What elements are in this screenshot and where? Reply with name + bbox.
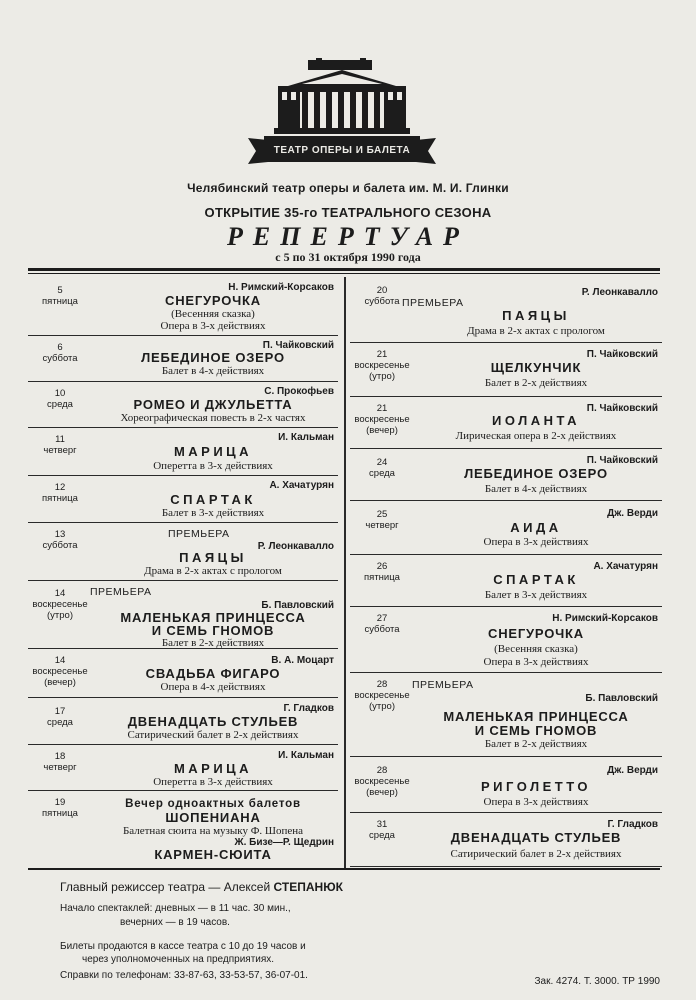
entry-description: Балет в 2-х действиях <box>484 377 588 389</box>
schedule-entry <box>28 649 338 698</box>
premiere-label: ПРЕМЬЕРА <box>168 528 230 540</box>
entry-description: Драма в 2-х актах с прологом <box>467 325 605 337</box>
entry-date <box>350 457 414 479</box>
schedule-entry <box>28 476 338 523</box>
show-times-evening: вечерних — в 19 часов. <box>120 917 230 928</box>
entry-weekday-time: (вечер) <box>44 677 76 688</box>
emblem-text: ТЕАТР ОПЕРЫ И БАЛЕТА <box>273 145 411 156</box>
premiere-label: ПРЕМЬЕРА <box>412 679 474 691</box>
entry-date <box>28 588 92 621</box>
entry-description: Балет в 3-х действиях <box>484 589 588 601</box>
entry-weekday: четверг <box>365 520 399 531</box>
entry-description: Балетная сюита на музыку Ф. Шопена <box>122 825 304 837</box>
entry-title: ИОЛАНТА <box>491 413 581 428</box>
show-times <box>60 902 291 930</box>
entry-weekday: воскресенье <box>32 666 88 677</box>
entry-title: ПАЯЦЫ <box>179 550 247 565</box>
entry-day: 17 <box>54 706 66 717</box>
entry-date <box>28 342 92 364</box>
entry-description: Сатирический балет в 2-х действиях <box>127 729 299 741</box>
entry-description: Балет в 4-х действиях <box>161 365 265 377</box>
entry-title: ЩЕЛКУНЧИК <box>490 360 582 375</box>
entry-date <box>28 388 92 410</box>
entry-title: МАЛЕНЬКАЯ ПРИНЦЕССА <box>120 610 306 625</box>
entry-day: 26 <box>376 561 388 572</box>
entry-day: 14 <box>54 588 66 599</box>
entry-composer: Б. Павловский <box>261 600 334 611</box>
entry-day: 25 <box>376 509 388 520</box>
entry-composer: И. Кальман <box>278 432 334 443</box>
entry-date <box>28 482 92 504</box>
entry-weekday: суббота <box>42 540 78 551</box>
entry-composer: П. Чайковский <box>262 340 334 351</box>
entry-weekday: среда <box>369 468 395 479</box>
entry-description: Опера в 3-х действиях <box>483 536 589 548</box>
phone-numbers: Справки по телефонам: 33-87-63, 33-53-57, 36-07-01. <box>60 970 308 981</box>
entry-title: СВАДЬБА ФИГАРО <box>145 666 281 681</box>
entry-title-line2: И СЕМЬ ГНОМОВ <box>151 623 275 638</box>
entry-composer: А. Хачатурян <box>593 561 658 572</box>
schedule-entry <box>350 397 662 449</box>
premiere-label: ПРЕМЬЕРА <box>402 297 464 309</box>
entry-day: 12 <box>54 482 66 493</box>
entry-description: Опера в 3-х действиях <box>160 320 266 332</box>
entry-weekday: воскресенье <box>354 414 410 425</box>
entry-description: Опера в 4-х действиях <box>160 681 266 693</box>
entry-weekday: суббота <box>364 624 400 635</box>
show-times-day: Начало спектаклей: дневных — в 11 час. 30 мин., <box>60 903 291 914</box>
entry-composer: Б. Павловский <box>585 693 658 704</box>
entry-date <box>350 765 414 798</box>
entry-composer: П. Чайковский <box>586 403 658 414</box>
entry-weekday: пятница <box>42 296 78 307</box>
entry-composer: И. Кальман <box>278 750 334 761</box>
ticket-info-line2: через уполномоченных на предприятиях. <box>82 954 275 965</box>
schedule-entry <box>350 673 662 757</box>
schedule-entry <box>28 277 338 336</box>
entry-title: СНЕГУРОЧКА <box>488 626 584 641</box>
schedule-entry <box>28 698 338 745</box>
entry-title: ПАЯЦЫ <box>502 308 570 323</box>
schedule-entry <box>350 343 662 397</box>
entry-weekday: четверг <box>43 762 77 773</box>
entry-title-line2: И СЕМЬ ГНОМОВ <box>474 723 598 738</box>
entry-day: 18 <box>54 751 66 762</box>
entry-weekday: воскресенье <box>354 776 410 787</box>
entry-composer: В. А. Моцарт <box>271 655 334 666</box>
entry-description: Балет в 3-х действиях <box>161 507 265 519</box>
page-title: РЕПЕРТУАР <box>227 222 469 251</box>
entry-composer: Ж. Бизе—Р. Щедрин <box>234 837 334 848</box>
entry-weekday: суббота <box>364 296 400 307</box>
schedule-entry <box>28 581 338 649</box>
director-label: Главный режиссер театра — Алексей <box>60 880 274 894</box>
entry-date <box>28 706 92 728</box>
entry-description: Опера в 3-х действиях <box>483 796 589 808</box>
entry-weekday: среда <box>47 399 73 410</box>
entry-date <box>28 797 92 819</box>
entry-date <box>28 751 92 773</box>
entry-day: 27 <box>376 613 388 624</box>
entry-weekday: воскресенье <box>354 360 410 371</box>
season-heading: ОТКРЫТИЕ 35-го ТЕАТРАЛЬНОГО СЕЗОНА <box>204 205 492 220</box>
entry-description: Балет в 2-х действиях <box>161 637 265 649</box>
entry-description: Сатирический балет в 2-х действиях <box>450 848 622 860</box>
entry-date <box>28 434 92 456</box>
entry-title: РИГОЛЕТТО <box>481 779 591 794</box>
theater-name: Челябинский театр оперы и балета им. М. И. Глинки <box>187 181 509 195</box>
entry-date <box>350 613 414 635</box>
chief-director-line <box>60 880 343 894</box>
entry-date <box>350 679 414 712</box>
entry-title: СПАРТАК <box>493 572 579 587</box>
entry-composer: Дж. Верди <box>607 508 658 519</box>
entry-weekday: воскресенье <box>32 599 88 610</box>
entry-description: Опера в 3-х действиях <box>483 656 589 668</box>
top-divider-thin <box>28 273 660 274</box>
top-divider <box>28 268 660 271</box>
entry-date <box>28 285 92 307</box>
entry-title: ДВЕНАДЦАТЬ СТУЛЬЕВ <box>127 714 299 729</box>
entry-day: 28 <box>376 679 388 690</box>
entry-composer: Р. Леонкавалло <box>257 541 334 552</box>
entry-date <box>350 819 414 841</box>
entry-date <box>28 655 92 688</box>
entry-description: Драма в 2-х актах с прологом <box>144 565 282 577</box>
entry-description: Оперетта в 3-х действиях <box>153 460 273 472</box>
entry-title: ДВЕНАДЦАТЬ СТУЛЬЕВ <box>450 830 622 845</box>
entry-weekday: воскресенье <box>354 690 410 701</box>
schedule-entry <box>28 382 338 428</box>
print-info: Зак. 4274. Т. 3000. ТР 1990 <box>534 976 660 987</box>
entry-composer: Г. Гладков <box>283 703 334 714</box>
entry-title: РОМЕО И ДЖУЛЬЕТТА <box>133 397 293 412</box>
schedule-entry <box>350 449 662 501</box>
premiere-label: ПРЕМЬЕРА <box>90 586 152 598</box>
entry-weekday-time: (вечер) <box>366 787 398 798</box>
entry-weekday: среда <box>47 717 73 728</box>
entry-composer: Н. Римский-Корсаков <box>552 613 658 624</box>
entry-title: АИДА <box>510 520 562 535</box>
entry-day: 10 <box>54 388 66 399</box>
entry-weekday-time: (утро) <box>47 610 73 621</box>
entry-description: Хореографическая повесть в 2-х частях <box>120 412 306 424</box>
entry-date <box>350 561 414 583</box>
entry-day: 21 <box>376 349 388 360</box>
entry-title-line2: ШОПЕНИАНА <box>165 810 261 825</box>
entry-date <box>28 529 92 551</box>
entry-title: МАРИЦА <box>173 761 253 776</box>
column-separator <box>344 277 346 869</box>
entry-weekday: суббота <box>42 353 78 364</box>
entry-composer: П. Чайковский <box>586 349 658 360</box>
director-name: СТЕПАНЮК <box>273 880 343 894</box>
bottom-divider <box>28 868 660 870</box>
entry-description: Балет в 2-х действиях <box>484 738 588 750</box>
entry-weekday: пятница <box>42 493 78 504</box>
entry-day: 19 <box>54 797 66 808</box>
entry-day: 31 <box>376 819 388 830</box>
entry-composer: С. Прокофьев <box>264 386 334 397</box>
entry-description: Оперетта в 3-х действиях <box>153 776 273 788</box>
schedule-entry <box>350 277 662 343</box>
entry-composer: Н. Римский-Корсаков <box>228 282 334 293</box>
entry-subtitle: (Весенняя сказка) <box>494 643 578 655</box>
entry-description: Лирическая опера в 2-х действиях <box>455 430 617 442</box>
schedule-entry <box>350 501 662 555</box>
entry-description: Балет в 4-х действиях <box>484 483 588 495</box>
theater-building-emblem <box>244 58 440 170</box>
entry-composer: П. Чайковский <box>586 455 658 466</box>
ticket-info <box>60 940 306 966</box>
entry-day: 13 <box>54 529 66 540</box>
schedule-entry <box>28 523 338 581</box>
entry-weekday-time: (вечер) <box>366 425 398 436</box>
schedule-entry <box>28 428 338 476</box>
entry-weekday-time: (утро) <box>369 701 395 712</box>
ticket-info-line1: Билеты продаются в кассе театра с 10 до 19 часов и <box>60 941 306 952</box>
entry-title-line3: КАРМЕН-СЮИТА <box>154 847 272 862</box>
entry-title: ЛЕБЕДИНОЕ ОЗЕРО <box>464 466 608 481</box>
entry-composer: Дж. Верди <box>607 765 658 776</box>
entry-weekday: пятница <box>364 572 400 583</box>
period-text: с 5 по 31 октября 1990 года <box>275 250 421 264</box>
entry-title: СНЕГУРОЧКА <box>165 293 261 308</box>
entry-date <box>350 349 414 382</box>
entry-day: 28 <box>376 765 388 776</box>
schedule-entry <box>350 607 662 673</box>
entry-weekday: среда <box>369 830 395 841</box>
entry-date <box>350 403 414 436</box>
entry-day: 11 <box>55 434 65 445</box>
entry-day: 24 <box>376 457 388 468</box>
schedule-entry <box>350 757 662 813</box>
entry-title: СПАРТАК <box>170 492 256 507</box>
entry-title: МАРИЦА <box>173 444 253 459</box>
entry-composer: Г. Гладков <box>607 819 658 830</box>
entry-title: ЛЕБЕДИНОЕ ОЗЕРО <box>141 350 285 365</box>
entry-day: 6 <box>57 342 63 353</box>
entry-title: Вечер одноактных балетов <box>125 798 301 810</box>
schedule-entry <box>28 336 338 382</box>
entry-day: 21 <box>376 403 388 414</box>
entry-subtitle: (Весенняя сказка) <box>171 308 255 320</box>
schedule-entry <box>28 745 338 791</box>
entry-weekday: четверг <box>43 445 77 456</box>
entry-title: МАЛЕНЬКАЯ ПРИНЦЕССА <box>443 709 629 724</box>
entry-composer: А. Хачатурян <box>269 480 334 491</box>
entry-date <box>350 509 414 531</box>
schedule-entry <box>28 791 338 863</box>
entry-composer: Р. Леонкавалло <box>581 287 658 298</box>
entry-day: 14 <box>54 655 66 666</box>
entry-day: 20 <box>376 285 388 296</box>
entry-weekday: пятница <box>42 808 78 819</box>
entry-weekday-time: (утро) <box>369 371 395 382</box>
schedule-entry <box>350 813 662 867</box>
entry-day: 5 <box>57 285 63 296</box>
schedule-entry <box>350 555 662 607</box>
